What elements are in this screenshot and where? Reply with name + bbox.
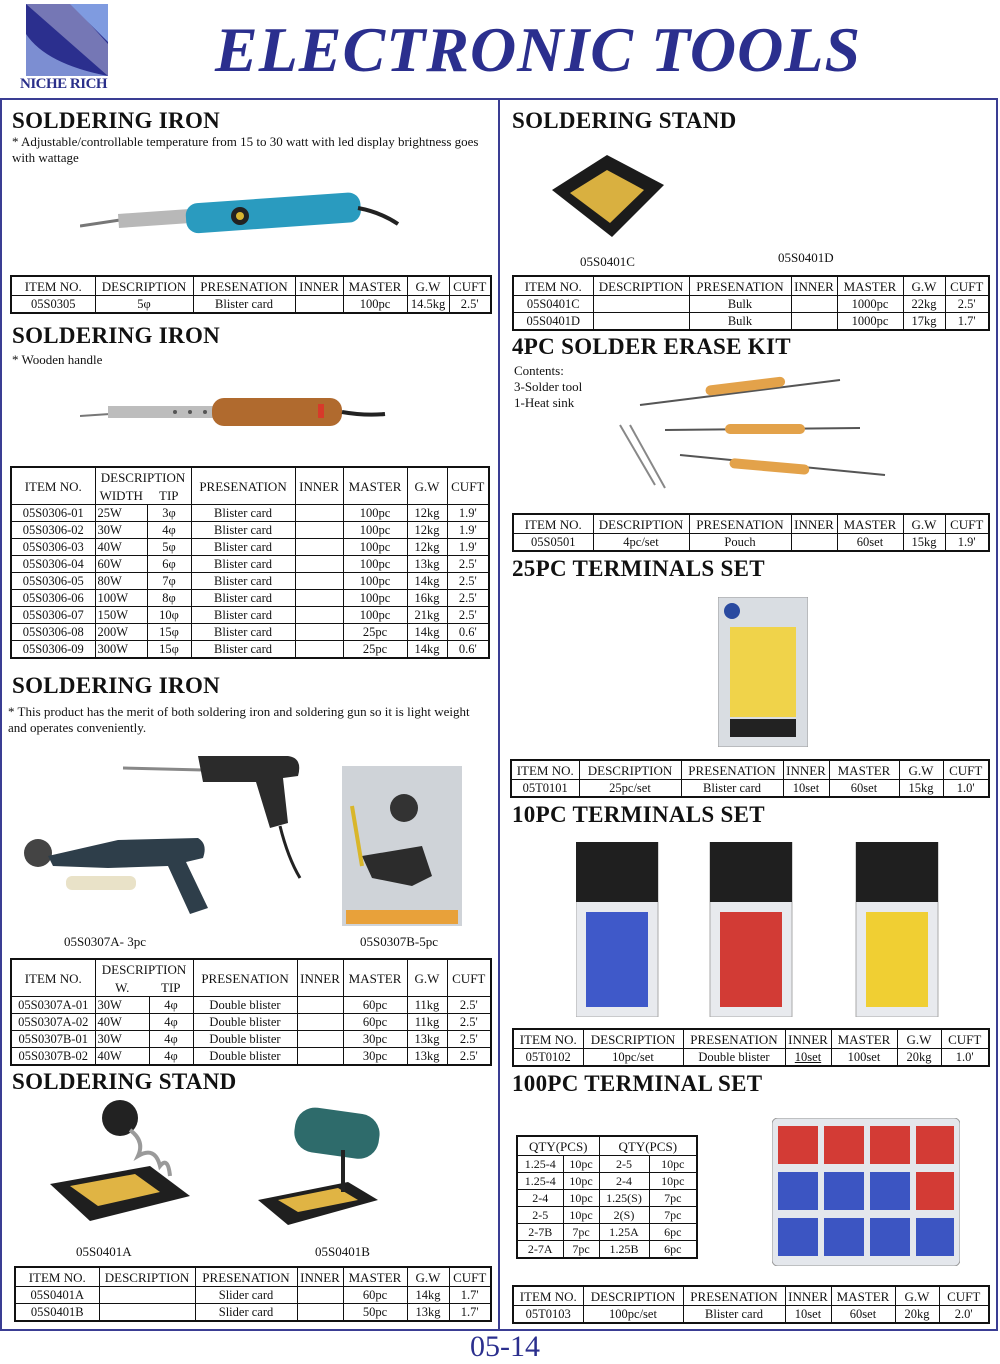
- col-header: CUFT: [945, 276, 989, 296]
- col-header: G.W: [903, 276, 945, 296]
- col-header: DESCRIPTION: [593, 276, 689, 296]
- table-row: 05S0306-07 150W 10φ Blister card 100pc 21kg 2.5': [11, 607, 489, 624]
- terminals10-table: [512, 1028, 990, 1067]
- table-row: 05S0306-01 25W 3φ Blister card 100pc 12kg 1.9': [11, 505, 489, 522]
- iron1-note: * Adjustable/controllable temperature from 15 to 30 watt with led display brightness goes with wattage: [12, 134, 479, 165]
- page-title: ELECTRONIC TOOLS: [215, 14, 862, 85]
- table-row: 05S0307A-01 30W 4φ Double blister 60pc 11kg 2.5': [11, 997, 491, 1014]
- col-header: DESCRIPTION: [583, 1029, 683, 1049]
- page-number: 05-14: [470, 1330, 540, 1363]
- terminals-100pc-box-image: [772, 1118, 960, 1266]
- erase-kit-content-item: 1-Heat sink: [514, 395, 575, 410]
- soldering-kit-5pc-image: [342, 766, 462, 926]
- col-header: DESCRIPTION: [99, 1267, 195, 1287]
- col-header: DESCRIPTION: [95, 276, 193, 296]
- iron3-title: SOLDERING IRON: [12, 673, 221, 698]
- col-header: MASTER: [837, 514, 903, 534]
- table-row: 2-7B 7pc 1.25A 6pc: [517, 1224, 697, 1241]
- col-header: PRESENATION: [683, 1286, 785, 1306]
- brand-logo: [26, 4, 108, 76]
- col-header: G.W: [895, 1286, 939, 1306]
- iron3-caption-b: 05S0307B-5pc: [360, 934, 438, 949]
- table-row: 05T0102 10pc/set Double blister 10set 100set 20kg 1.0': [513, 1049, 989, 1067]
- col-header: CUFT: [939, 1286, 989, 1306]
- col-header: CUFT: [449, 276, 491, 296]
- col-header: CUFT: [449, 1267, 491, 1287]
- col-header: CUFT: [943, 760, 989, 780]
- table-row: 05S0401B Slider card 50pc 13kg 1.7': [15, 1304, 491, 1322]
- col-header: MASTER: [343, 959, 407, 997]
- table-row: 05S0307A-02 40W 4φ Double blister 60pc 11kg 2.5': [11, 1014, 491, 1031]
- table-row: 1.25-4 10pc 2-5 10pc: [517, 1156, 697, 1173]
- col-header: MASTER: [831, 1029, 897, 1049]
- col-header: ITEM NO.: [11, 276, 95, 296]
- wooden-soldering-iron-image: [80, 390, 390, 435]
- table-row: 05S0307B-01 30W 4φ Double blister 30pc 13kg 2.5': [11, 1031, 491, 1048]
- col-header: DESCRIPTION: [95, 467, 191, 486]
- col-header: MASTER: [837, 276, 903, 296]
- col-subheader: W.: [95, 978, 149, 997]
- terminals-10pc-image: [576, 842, 946, 1017]
- stand-right-table: [512, 275, 990, 331]
- terminals100-table: [512, 1285, 990, 1324]
- table-row: 05S0401C Bulk 1000pc 22kg 2.5': [513, 296, 989, 313]
- col-header: ITEM NO.: [11, 467, 95, 505]
- iron1-table: [10, 275, 492, 314]
- col-header: G.W: [407, 959, 447, 997]
- col-header: G.W: [407, 467, 447, 505]
- stand-left-title: SOLDERING STAND: [12, 1069, 237, 1094]
- col-header: MASTER: [343, 1267, 407, 1287]
- terminals100-qty-table: [516, 1135, 698, 1259]
- col-header: MASTER: [831, 1286, 895, 1306]
- col-header: G.W: [407, 1267, 449, 1287]
- col-header: DESCRIPTION: [593, 514, 689, 534]
- col-header: DESCRIPTION: [579, 760, 681, 780]
- col-header: MASTER: [343, 467, 407, 505]
- table-row: 05S0401D Bulk 1000pc 17kg 1.7': [513, 313, 989, 331]
- stand-right-caption-d: 05S0401D: [778, 250, 834, 265]
- col-subheader: TIP: [147, 486, 191, 505]
- adjustable-soldering-iron-image: [80, 190, 400, 250]
- col-header: PRESENATION: [193, 959, 297, 997]
- col-header: ITEM NO.: [511, 760, 579, 780]
- col-header: ITEM NO.: [15, 1267, 99, 1287]
- col-header: ITEM NO.: [513, 1029, 583, 1049]
- erase-kit-table: [512, 513, 990, 552]
- col-header: CUFT: [945, 514, 989, 534]
- table-row: 2-4 10pc 1.25(S) 7pc: [517, 1190, 697, 1207]
- iron2-table: [10, 466, 490, 659]
- table-row: 05S0306-03 40W 5φ Blister card 100pc 12kg 1.9': [11, 539, 489, 556]
- terminals25-title: 25PC TERMINALS SET: [512, 556, 765, 581]
- table-row: 05S0306-08 200W 15φ Blister card 25pc 14kg 0.6': [11, 624, 489, 641]
- iron3-note: * This product has the merit of both soldering iron and soldering gun so it is light weight and operates conveniently.: [8, 704, 470, 735]
- col-subheader: WIDTH: [95, 486, 147, 505]
- col-header: INNER: [783, 760, 829, 780]
- table-row: 1.25-4 10pc 2-4 10pc: [517, 1173, 697, 1190]
- col-header: ITEM NO.: [513, 276, 593, 296]
- col-header: PRESENATION: [191, 467, 295, 505]
- terminals100-title: 100PC TERMINAL SET: [512, 1071, 763, 1096]
- col-header: QTY(PCS): [599, 1136, 697, 1156]
- column-divider: [498, 100, 500, 1330]
- table-row: 05S0306-02 30W 4φ Blister card 100pc 12kg 1.9': [11, 522, 489, 539]
- erase-kit-content-item: 3-Solder tool: [514, 379, 583, 394]
- soldering-stand-a-image: [50, 1096, 200, 1236]
- solder-erase-kit-image: [610, 370, 900, 500]
- iron2-title: SOLDERING IRON: [12, 323, 221, 348]
- stand-right-caption-c: 05S0401C: [580, 254, 635, 269]
- col-header: G.W: [903, 514, 945, 534]
- col-header: PRESENATION: [193, 276, 295, 296]
- stand-left-caption-a: 05S0401A: [76, 1244, 132, 1259]
- col-header: INNER: [785, 1029, 831, 1049]
- col-header: QTY(PCS): [517, 1136, 599, 1156]
- table-row: 05S0306-09 300W 15φ Blister card 25pc 14kg 0.6': [11, 641, 489, 659]
- col-header: INNER: [785, 1286, 831, 1306]
- table-row: 05S0307B-02 40W 4φ Double blister 30pc 13kg 2.5': [11, 1048, 491, 1066]
- iron2-note: * Wooden handle: [12, 352, 103, 367]
- table-row: 05T0101 25pc/set Blister card 10set 60set 15kg 1.0': [511, 780, 989, 798]
- terminals-25pc-image: [718, 597, 808, 747]
- table-row: 05T0103 100pc/set Blister card 10set 60set 20kg 2.0': [513, 1306, 989, 1324]
- col-header: CUFT: [941, 1029, 989, 1049]
- col-header: ITEM NO.: [11, 959, 95, 997]
- erase-kit-title: 4PC SOLDER ERASE KIT: [512, 334, 791, 359]
- terminals25-table: [510, 759, 990, 798]
- col-header: INNER: [791, 276, 837, 296]
- table-row: 05S0501 4pc/set Pouch 60set 15kg 1.9': [513, 534, 989, 552]
- col-header: PRESENATION: [683, 1029, 785, 1049]
- table-row: 2-7A 7pc 1.25B 6pc: [517, 1241, 697, 1259]
- table-row: 2-5 10pc 2(S) 7pc: [517, 1207, 697, 1224]
- col-header: DESCRIPTION: [583, 1286, 683, 1306]
- col-header: PRESENATION: [681, 760, 783, 780]
- col-header: INNER: [791, 514, 837, 534]
- table-row: 05S0306-05 80W 7φ Blister card 100pc 14kg 2.5': [11, 573, 489, 590]
- stand-right-title: SOLDERING STAND: [512, 108, 737, 133]
- col-subheader: TIP: [149, 978, 193, 997]
- col-header: DESCRIPTION: [95, 959, 193, 978]
- col-header: CUFT: [447, 467, 489, 505]
- col-header: PRESENATION: [689, 514, 791, 534]
- table-row: 05S0306-04 60W 6φ Blister card 100pc 13kg 2.5': [11, 556, 489, 573]
- iron3-table: [10, 958, 492, 1066]
- col-header: INNER: [297, 1267, 343, 1287]
- soldering-gun-image: [18, 748, 328, 928]
- col-header: G.W: [407, 276, 449, 296]
- col-header: ITEM NO.: [513, 1286, 583, 1306]
- table-row: 05S0401A Slider card 60pc 14kg 1.7': [15, 1287, 491, 1304]
- col-header: PRESENATION: [195, 1267, 297, 1287]
- col-header: MASTER: [343, 276, 407, 296]
- stand-left-table: [14, 1266, 492, 1322]
- col-header: G.W: [897, 1029, 941, 1049]
- col-header: ITEM NO.: [513, 514, 593, 534]
- col-header: INNER: [295, 467, 343, 505]
- col-header: INNER: [295, 276, 343, 296]
- col-header: CUFT: [447, 959, 491, 997]
- iron1-title: SOLDERING IRON: [12, 108, 221, 133]
- col-header: INNER: [297, 959, 343, 997]
- col-header: MASTER: [829, 760, 899, 780]
- soldering-stand-b-image: [258, 1100, 398, 1235]
- brand-name: NICHE RICH: [20, 76, 108, 92]
- stand-left-caption-b: 05S0401B: [315, 1244, 370, 1259]
- terminals10-title: 10PC TERMINALS SET: [512, 802, 765, 827]
- soldering-stand-c-image: [552, 145, 667, 245]
- erase-kit-contents-label: Contents:: [514, 363, 564, 378]
- col-header: PRESENATION: [689, 276, 791, 296]
- iron3-caption-a: 05S0307A- 3pc: [64, 934, 146, 949]
- table-row: 05S0305 5φ Blister card 100pc 14.5kg 2.5': [11, 296, 491, 314]
- col-header: G.W: [899, 760, 943, 780]
- table-row: 05S0306-06 100W 8φ Blister card 100pc 16kg 2.5': [11, 590, 489, 607]
